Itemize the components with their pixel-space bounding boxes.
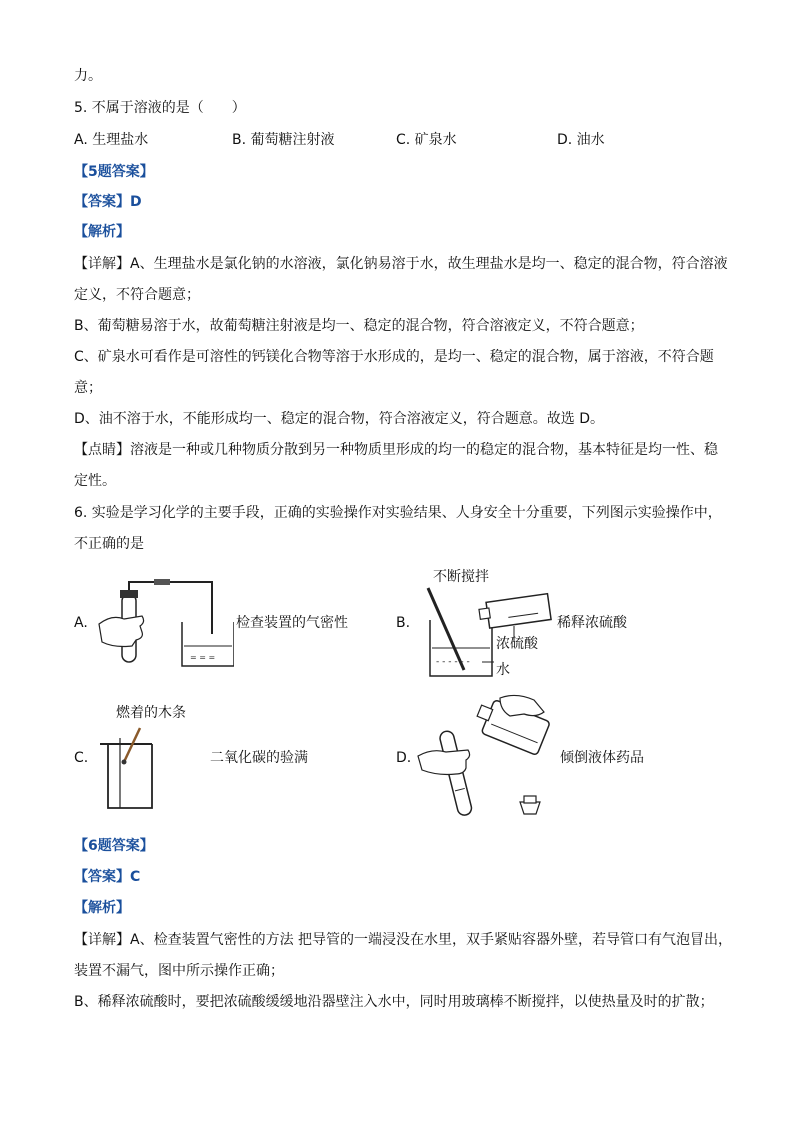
answer-label: 【答案】C xyxy=(74,869,141,885)
q5-detail-1a: 【详解】A、生理盐水是氯化钠的水溶液，氯化钠易溶于水，故生理盐水是均一、稳定的混合物，符合溶液 xyxy=(74,256,728,272)
answer-label: 【答案】D xyxy=(74,194,142,210)
q6-analysis-heading: 【解析】 xyxy=(74,900,130,916)
svg-text:= = =: = = = xyxy=(190,653,216,662)
q5-tip-1: 【点睛】溶液是一种或几种物质分散到另一种物质里形成的均一的稳定的混合物，基本特征是均一性、稳 xyxy=(74,442,718,458)
q5-detail-4: D、油不溶于水，不能形成均一、稳定的混合物，符合溶液定义，符合题意。故选 D。 xyxy=(74,411,605,427)
acid-dilution-apparatus-icon xyxy=(418,584,558,680)
q5-detail-3a: C、矿泉水可看作是可溶性的钙镁化合物等溶于水形成的，是均一、稳定的混合物，属于溶液，不符合题 xyxy=(74,349,714,365)
q6-b-label-acid: 浓硫酸 xyxy=(496,636,538,652)
q5-detail-1b: 定义，不符合题意； xyxy=(74,287,200,303)
airtightness-check-apparatus-icon xyxy=(94,574,234,674)
q6-option-c-letter: C. xyxy=(74,750,89,766)
q6-option-b-caption: 稀释浓硫酸 xyxy=(557,615,627,631)
q6-b-label-water: 水 xyxy=(496,662,510,678)
q5-option-d: D. 油水 xyxy=(557,132,605,148)
q5-option-c: C. 矿泉水 xyxy=(396,132,457,148)
question-6-stem-a: 6. 实验是学习化学的主要手段，正确的实验操作对实验结果、人身安全十分重要，下列图示实验操作中， xyxy=(74,505,722,521)
q5-answer-heading: 【5题答案】 xyxy=(74,164,154,180)
q5-tip-2: 定性。 xyxy=(74,473,116,489)
liquid-pouring-apparatus-icon xyxy=(416,690,556,820)
q5-detail-2: B、葡萄糖易溶于水，故葡萄糖注射液是均一、稳定的混合物，符合溶液定义，不符合题意； xyxy=(74,318,644,334)
q6-option-d-letter: D. xyxy=(396,750,412,766)
q6-option-b-letter: B. xyxy=(396,615,411,631)
q6-answer-heading: 【6题答案】 xyxy=(74,838,154,854)
q6-option-a-caption: 检查装置的气密性 xyxy=(236,615,348,631)
q6-answer xyxy=(74,867,140,887)
question-5-stem: 5. 不属于溶液的是（ ） xyxy=(74,100,246,116)
q5-option-a: A. 生理盐水 xyxy=(74,132,149,148)
question-6-stem-b: 不正确的是 xyxy=(74,536,144,552)
q6-c-label-stick: 燃着的木条 xyxy=(116,705,186,721)
svg-text:- - - - - -: - - - - - - xyxy=(436,657,470,667)
q6-detail-2: B、稀释浓硫酸时，要把浓硫酸缓缓地沿器壁注入水中，同时用玻璃棒不断搅拌，以使热量及时的扩散； xyxy=(74,994,714,1010)
q6-detail-1b: 装置不漏气，图中所示操作正确； xyxy=(74,963,284,979)
co2-test-bottle-icon xyxy=(96,724,156,812)
q5-answer xyxy=(74,192,142,212)
q5-analysis-heading: 【解析】 xyxy=(74,224,130,240)
q6-option-c-caption: 二氧化碳的验满 xyxy=(210,750,308,766)
q6-b-label-stir: 不断搅拌 xyxy=(433,569,489,585)
q6-detail-1a: 【详解】A、检查装置气密性的方法 把导管的一端浸没在水里，双手紧贴容器外壁，若导管口有气泡冒出， xyxy=(74,932,733,948)
q6-option-d-caption: 倾倒液体药品 xyxy=(560,750,644,766)
q6-option-a-letter: A. xyxy=(74,615,88,631)
q5-option-b: B. 葡萄糖注射液 xyxy=(232,132,335,148)
text-line: 力。 xyxy=(74,68,102,84)
q5-detail-3b: 意； xyxy=(74,380,102,396)
